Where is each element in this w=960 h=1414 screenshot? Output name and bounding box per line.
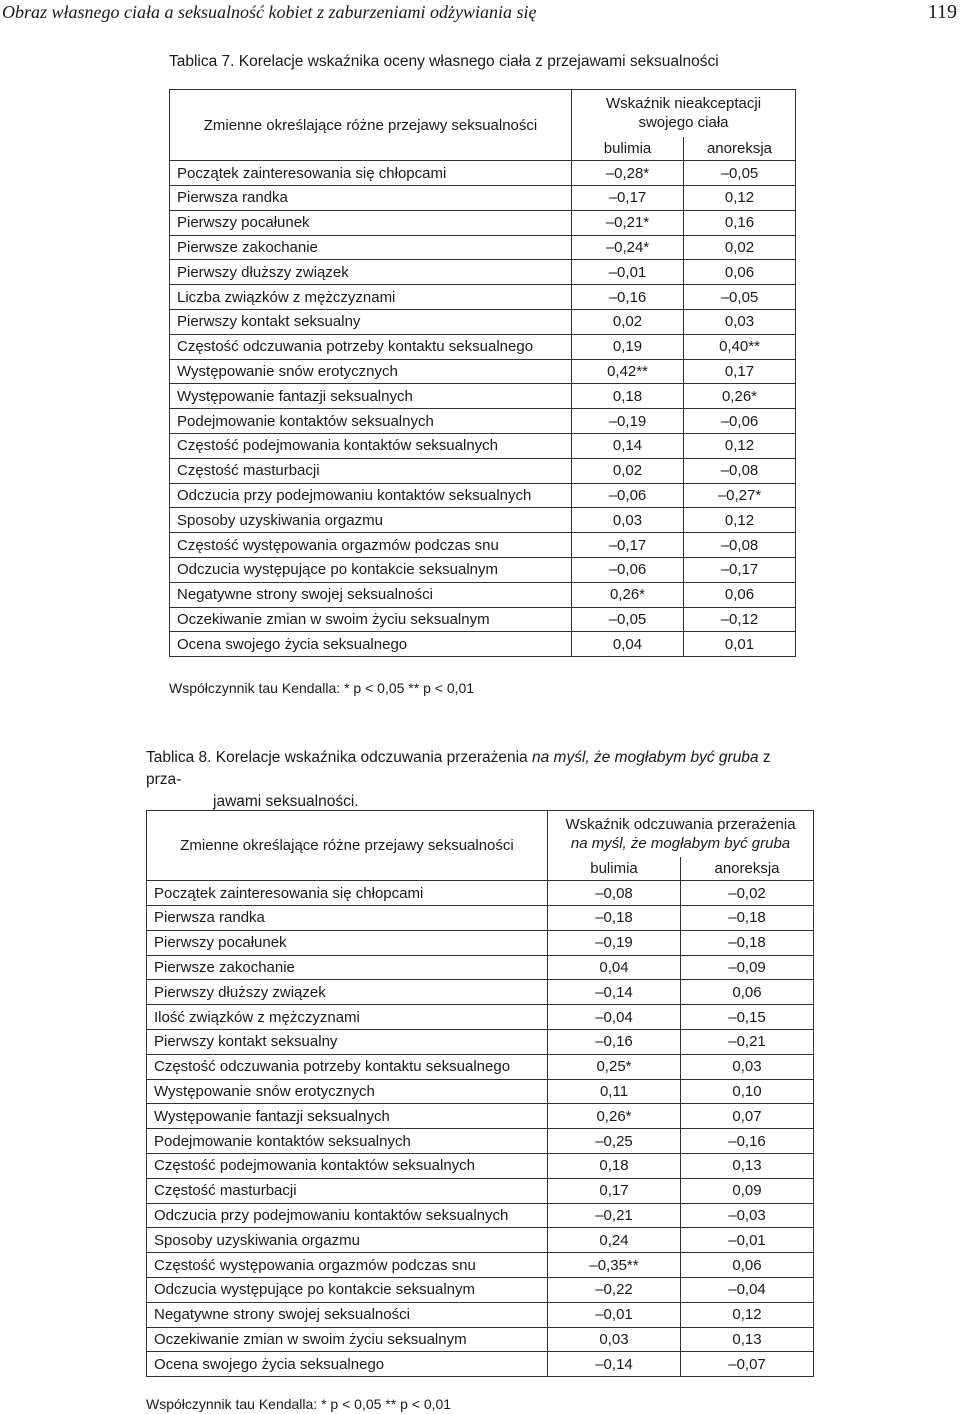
value-bulimia: –0,01 — [572, 260, 684, 285]
table-row — [147, 1005, 814, 1030]
table-row — [147, 1129, 814, 1154]
value-bulimia: 0,25* — [548, 1054, 681, 1079]
row-label: Występowanie snów erotycznych — [147, 1079, 548, 1104]
value-anoreksja: 0,06 — [684, 260, 796, 285]
value-anoreksja: 0,16 — [684, 210, 796, 235]
row-label: Częstość występowania orgazmów podczas snu — [147, 1253, 548, 1278]
value-anoreksja: 0,26* — [684, 384, 796, 409]
row-label: Odczucia występujące po kontakcie seksualnym — [147, 1278, 548, 1303]
value-anoreksja: 0,06 — [681, 1253, 814, 1278]
row-label: Pierwszy dłuższy związek — [147, 980, 548, 1005]
row-label: Negatywne strony swojej seksualności — [147, 1302, 548, 1327]
table-row — [147, 1178, 814, 1203]
table-row — [170, 186, 796, 211]
table7-group-header-line1: Wskaźnik nieakceptacji — [605, 95, 762, 113]
table-row — [170, 533, 796, 558]
table-row — [147, 1154, 814, 1179]
value-bulimia: –0,16 — [548, 1030, 681, 1055]
table-row — [170, 210, 796, 235]
row-label: Częstość występowania orgazmów podczas snu — [170, 533, 572, 558]
table7-group-header-line2: swojego ciała — [638, 114, 729, 132]
table8-subheader-anoreksja: anoreksja — [681, 857, 814, 881]
row-label: Podejmowanie kontaktów seksualnych — [147, 1129, 548, 1154]
table-row — [147, 1228, 814, 1253]
value-bulimia: 0,02 — [572, 458, 684, 483]
value-bulimia: –0,06 — [572, 558, 684, 583]
value-anoreksja: –0,03 — [681, 1203, 814, 1228]
value-anoreksja: –0,08 — [684, 533, 796, 558]
row-label: Odczucia przy podejmowaniu kontaktów seksualnych — [147, 1203, 548, 1228]
table7-group-header — [572, 90, 796, 137]
row-label: Początek zainteresowania się chłopcami — [170, 161, 572, 186]
table8-caption-prefix: Tablica 8. Korelacje wskaźnika odczuwania przerażenia — [146, 749, 532, 766]
table8-group-header-line2: na myśl, że mogłabym być gruba — [570, 834, 791, 852]
value-bulimia: 0,18 — [572, 384, 684, 409]
value-bulimia: 0,04 — [548, 955, 681, 980]
table-row — [147, 1079, 814, 1104]
value-anoreksja: –0,02 — [681, 881, 814, 906]
row-label: Pierwszy pocałunek — [170, 210, 572, 235]
value-bulimia: 0,11 — [548, 1079, 681, 1104]
table7-body — [170, 161, 796, 657]
table8-caption-line2: jawami seksualności. — [213, 793, 359, 810]
value-bulimia: –0,18 — [548, 906, 681, 931]
value-bulimia: –0,14 — [548, 980, 681, 1005]
table-row — [170, 161, 796, 186]
value-bulimia: –0,14 — [548, 1352, 681, 1377]
table-row — [170, 409, 796, 434]
row-label: Występowanie fantazji seksualnych — [147, 1104, 548, 1129]
value-bulimia: –0,19 — [548, 930, 681, 955]
value-anoreksja: –0,01 — [681, 1228, 814, 1253]
row-label: Negatywne strony swojej seksualności — [170, 582, 572, 607]
table-row — [147, 1253, 814, 1278]
row-label: Pierwszy kontakt seksualny — [170, 310, 572, 335]
table-row — [147, 955, 814, 980]
table8-caption-suffix: z prza- — [146, 749, 771, 788]
table-row — [147, 1302, 814, 1327]
table8 — [146, 810, 814, 1377]
value-anoreksja: 0,03 — [681, 1054, 814, 1079]
value-anoreksja: 0,09 — [681, 1178, 814, 1203]
table-row — [147, 1030, 814, 1055]
value-anoreksja: 0,12 — [681, 1302, 814, 1327]
table7-col-label: Zmienne określające różne przejawy seksualności — [170, 90, 572, 161]
value-bulimia: –0,21* — [572, 210, 684, 235]
value-anoreksja: 0,40** — [684, 334, 796, 359]
table8-subheader-bulimia: bulimia — [548, 857, 681, 881]
value-anoreksja: –0,04 — [681, 1278, 814, 1303]
page-number: 119 — [927, 1, 957, 23]
table8-footnote: Współczynnik tau Kendalla: * p < 0,05 ** p < 0,01 — [146, 1396, 452, 1412]
row-label: Sposoby uzyskiwania orgazmu — [147, 1228, 548, 1253]
table-row — [147, 1327, 814, 1352]
row-label: Pierwsza randka — [147, 906, 548, 931]
value-bulimia: 0,03 — [572, 508, 684, 533]
value-anoreksja: –0,15 — [681, 1005, 814, 1030]
row-label: Pierwszy dłuższy związek — [170, 260, 572, 285]
value-bulimia: 0,18 — [548, 1154, 681, 1179]
value-anoreksja: –0,09 — [681, 955, 814, 980]
value-bulimia: –0,16 — [572, 285, 684, 310]
value-bulimia: –0,28* — [572, 161, 684, 186]
value-bulimia: 0,03 — [548, 1327, 681, 1352]
table-row — [170, 285, 796, 310]
table-row — [170, 632, 796, 657]
value-anoreksja: –0,05 — [684, 161, 796, 186]
value-anoreksja: 0,12 — [684, 186, 796, 211]
table7-footnote: Współczynnik tau Kendalla: * p < 0,05 ** p < 0,01 — [169, 680, 475, 696]
value-anoreksja: –0,21 — [681, 1030, 814, 1055]
value-anoreksja: –0,05 — [684, 285, 796, 310]
row-label: Częstość masturbacji — [170, 458, 572, 483]
row-label: Pierwsza randka — [170, 186, 572, 211]
table-row — [147, 1352, 814, 1377]
running-title: Obraz własnego ciała a seksualność kobiet z zaburzeniami odżywiania się — [2, 2, 537, 22]
value-anoreksja: 0,17 — [684, 359, 796, 384]
value-bulimia: 0,04 — [572, 632, 684, 657]
row-label: Pierwszy kontakt seksualny — [147, 1030, 548, 1055]
table-row — [147, 906, 814, 931]
value-bulimia: –0,06 — [572, 483, 684, 508]
value-anoreksja: 0,10 — [681, 1079, 814, 1104]
row-label: Pierwszy pocałunek — [147, 930, 548, 955]
value-anoreksja: 0,02 — [684, 235, 796, 260]
value-bulimia: 0,17 — [548, 1178, 681, 1203]
value-anoreksja: –0,07 — [681, 1352, 814, 1377]
row-label: Częstość odczuwania potrzeby kontaktu seksualnego — [170, 334, 572, 359]
value-anoreksja: 0,13 — [681, 1154, 814, 1179]
table7-subheader-bulimia: bulimia — [572, 137, 684, 161]
value-anoreksja: –0,18 — [681, 930, 814, 955]
value-anoreksja: –0,16 — [681, 1129, 814, 1154]
table8-caption-italic: na myśl, że mogłabym być gruba — [531, 749, 759, 766]
table-row — [170, 260, 796, 285]
value-bulimia: 0,24 — [548, 1228, 681, 1253]
value-anoreksja: 0,06 — [684, 582, 796, 607]
value-bulimia: –0,17 — [572, 186, 684, 211]
table-row — [170, 508, 796, 533]
table-row — [147, 1203, 814, 1228]
value-bulimia: –0,17 — [572, 533, 684, 558]
table-row — [170, 334, 796, 359]
value-anoreksja: 0,01 — [684, 632, 796, 657]
value-bulimia: –0,21 — [548, 1203, 681, 1228]
value-bulimia: –0,01 — [548, 1302, 681, 1327]
value-anoreksja: –0,12 — [684, 607, 796, 632]
table-row — [170, 458, 796, 483]
table8-body — [147, 881, 814, 1377]
row-label: Występowanie snów erotycznych — [170, 359, 572, 384]
value-bulimia: –0,22 — [548, 1278, 681, 1303]
row-label: Ocena swojego życia seksualnego — [170, 632, 572, 657]
value-bulimia: 0,26* — [572, 582, 684, 607]
table-row — [170, 434, 796, 459]
value-bulimia: 0,14 — [572, 434, 684, 459]
value-bulimia: 0,26* — [548, 1104, 681, 1129]
row-label: Częstość podejmowania kontaktów seksualnych — [170, 434, 572, 459]
table-row — [170, 558, 796, 583]
table7-subheader-anoreksja: anoreksja — [684, 137, 796, 161]
value-anoreksja: 0,07 — [681, 1104, 814, 1129]
running-head — [0, 0, 960, 30]
value-anoreksja: –0,06 — [684, 409, 796, 434]
table-row — [147, 1054, 814, 1079]
table-row — [147, 881, 814, 906]
value-anoreksja: 0,03 — [684, 310, 796, 335]
row-label: Sposoby uzyskiwania orgazmu — [170, 508, 572, 533]
value-bulimia: –0,19 — [572, 409, 684, 434]
value-anoreksja: –0,27* — [684, 483, 796, 508]
row-label: Oczekiwanie zmian w swoim życiu seksualnym — [147, 1327, 548, 1352]
table-row — [170, 359, 796, 384]
table-row — [170, 582, 796, 607]
table-row — [147, 980, 814, 1005]
table-row — [147, 1104, 814, 1129]
value-bulimia: –0,04 — [548, 1005, 681, 1030]
value-anoreksja: 0,12 — [684, 434, 796, 459]
value-bulimia: 0,42** — [572, 359, 684, 384]
row-label: Odczucia przy podejmowaniu kontaktów seksualnych — [170, 483, 572, 508]
table8-group-header — [548, 811, 814, 857]
table-row — [170, 310, 796, 335]
table8-caption — [146, 747, 806, 813]
table-row — [147, 930, 814, 955]
table-row — [147, 1278, 814, 1303]
row-label: Liczba związków z mężczyznami — [170, 285, 572, 310]
value-bulimia: –0,08 — [548, 881, 681, 906]
value-bulimia: –0,05 — [572, 607, 684, 632]
value-bulimia: –0,24* — [572, 235, 684, 260]
table-row — [170, 483, 796, 508]
row-label: Ocena swojego życia seksualnego — [147, 1352, 548, 1377]
row-label: Początek zainteresowania się chłopcami — [147, 881, 548, 906]
value-anoreksja: 0,12 — [684, 508, 796, 533]
table7-caption: Tablica 7. Korelacje wskaźnika oceny własnego ciała z przejawami seksualności — [169, 53, 719, 70]
table-row — [170, 607, 796, 632]
table8-group-header-line1: Wskaźnik odczuwania przerażenia — [565, 815, 796, 833]
value-anoreksja: 0,13 — [681, 1327, 814, 1352]
value-anoreksja: –0,18 — [681, 906, 814, 931]
row-label: Pierwsze zakochanie — [147, 955, 548, 980]
value-anoreksja: –0,17 — [684, 558, 796, 583]
table8-col-label: Zmienne określające różne przejawy seksualności — [147, 811, 548, 881]
table-row — [170, 235, 796, 260]
row-label: Odczucia występujące po kontakcie seksualnym — [170, 558, 572, 583]
table7 — [169, 89, 796, 657]
row-label: Ilość związków z mężczyznami — [147, 1005, 548, 1030]
row-label: Częstość podejmowania kontaktów seksualnych — [147, 1154, 548, 1179]
value-bulimia: –0,35** — [548, 1253, 681, 1278]
value-anoreksja: –0,08 — [684, 458, 796, 483]
row-label: Pierwsze zakochanie — [170, 235, 572, 260]
table-row — [170, 384, 796, 409]
row-label: Częstość masturbacji — [147, 1178, 548, 1203]
row-label: Częstość odczuwania potrzeby kontaktu seksualnego — [147, 1054, 548, 1079]
row-label: Występowanie fantazji seksualnych — [170, 384, 572, 409]
value-bulimia: 0,02 — [572, 310, 684, 335]
row-label: Podejmowanie kontaktów seksualnych — [170, 409, 572, 434]
row-label: Oczekiwanie zmian w swoim życiu seksualnym — [170, 607, 572, 632]
value-anoreksja: 0,06 — [681, 980, 814, 1005]
value-bulimia: –0,25 — [548, 1129, 681, 1154]
value-bulimia: 0,19 — [572, 334, 684, 359]
